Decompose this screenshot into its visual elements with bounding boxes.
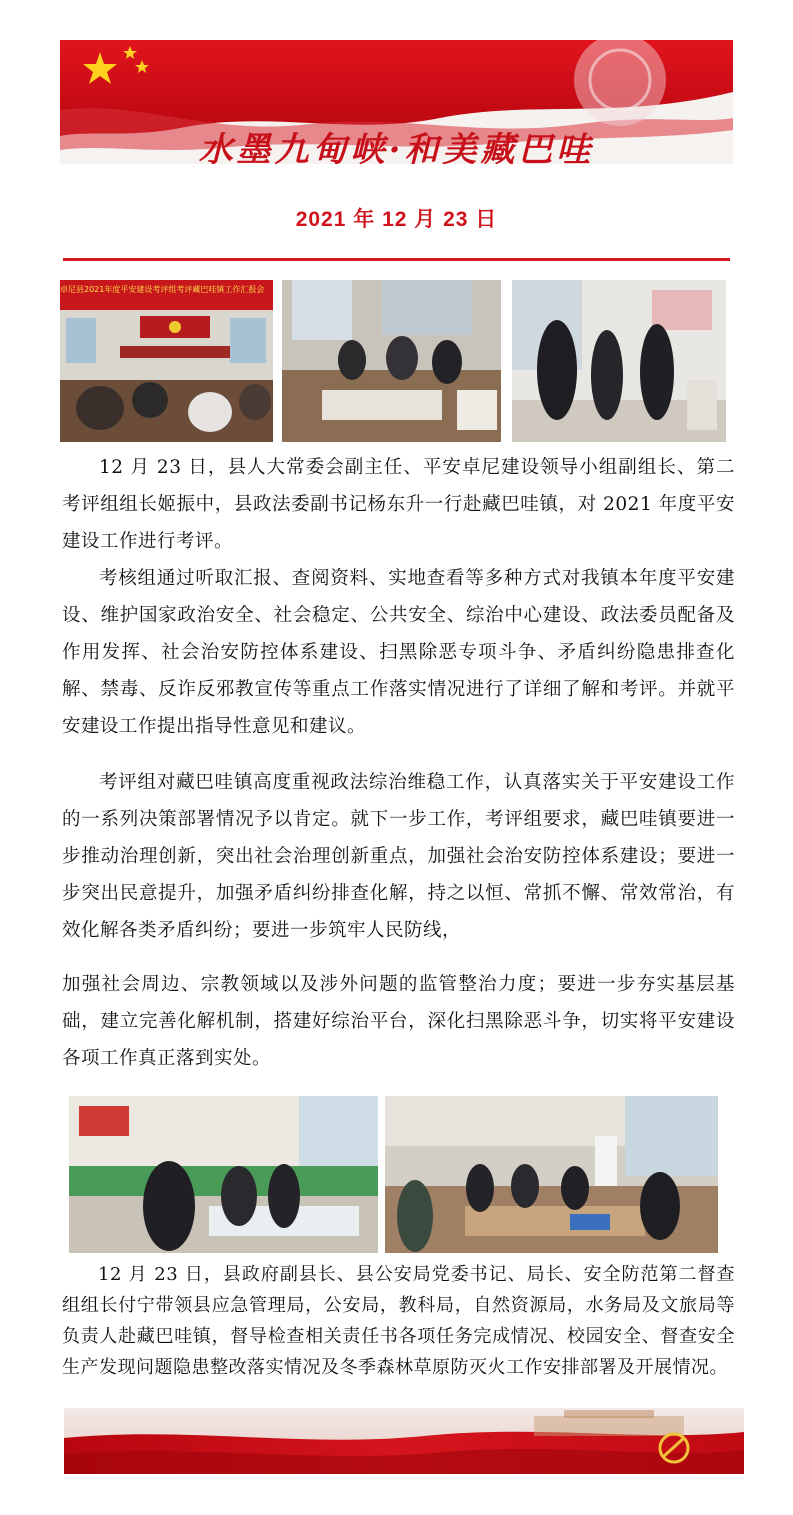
photo-onsite-inspection	[512, 280, 726, 442]
photo-meeting-room	[385, 1096, 718, 1253]
article-paragraph-4: 加强社会周边、宗教领域以及涉外问题的监管整治力度；要进一步夯实基层基础，建立完善化解机制，搭建好综治平台，深化扫黑除恶斗争，切实将平安建设各项工作真正落到实处。	[62, 974, 735, 1069]
article-paragraph-3: 考评组对藏巴哇镇高度重视政法综治维稳工作，认真落实关于平安建设工作的一系列决策部署情况予以肯定。就下一步工作，考评组要求，藏巴哇镇要进一步推动治理创新，突出社会治理创新重点，加强社会治安防控体系建设；要进一步突出民意提升，加强矛盾纠纷排查化解，持之以恒、常抓不懈、常效常治，有效化解各类矛盾纠纷；要进一步筑牢人民防线，	[62, 772, 735, 941]
photo-document-review	[282, 280, 501, 442]
meeting-banner-caption: 卓尼县2021年度平安建设考评组考评藏巴哇镇工作汇报会	[60, 285, 265, 294]
meeting-room-image	[385, 1096, 718, 1253]
onsite-inspection-image	[512, 280, 726, 442]
photo-school-inspection	[69, 1096, 378, 1253]
meeting-hall-image	[60, 280, 273, 442]
footer-banner	[64, 1408, 744, 1474]
banner-title: 水墨九甸峡·和美藏巴哇	[198, 130, 595, 164]
article-paragraph-5: 12 月 23 日，县政府副县长、县公安局党委书记、局长、安全防范第二督查组组长付宁带领县应急管理局，公安局，教科局，自然资源局，水务局及文旅局等负责人赴藏巴哇镇，督导检查相关责任书各项任务完成情况、校园安全、督查安全生产发现问题隐患整改落实情况及冬季森林草原防灭火工作安排部署及开展情况。	[62, 1264, 735, 1378]
photo-meeting-hall	[60, 280, 273, 442]
header-banner	[60, 40, 733, 164]
article-paragraph-1: 12 月 23 日，县人大常委会副主任、平安卓尼建设领导小组副组长、第二考评组组长姬振中，县政法委副书记杨东升一行赴藏巴哇镇，对 2021 年度平安建设工作进行考评。	[62, 457, 735, 552]
article-date: 2021 年 12 月 23 日	[295, 208, 498, 231]
article-paragraph-2: 考核组通过听取汇报、查阅资料、实地查看等多种方式对我镇本年度平安建设、维护国家政治安全、社会稳定、公共安全、综治中心建设、政法委员配备及作用发挥、社会治安防控体系建设、扫黑除恶专项斗争、矛盾纠纷隐患排查化解、禁毒、反诈反邪教宣传等重点工作落实情况进行了详细了解和考评。并就平安建设工作提出指导性意见和建议。	[62, 568, 735, 737]
red-divider	[63, 258, 730, 261]
footer-banner-image	[64, 1408, 744, 1474]
school-inspection-image	[69, 1096, 378, 1253]
document-review-image	[282, 280, 501, 442]
